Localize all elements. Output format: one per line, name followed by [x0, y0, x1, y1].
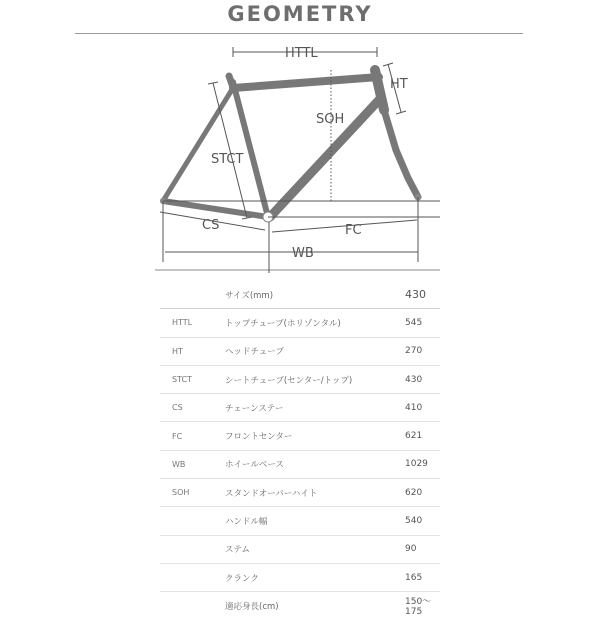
spec-value: 410: [395, 394, 440, 422]
spec-name: スタンドオーバーハイト: [217, 479, 395, 507]
httl-label: HTTL: [285, 46, 318, 61]
spec-row: [160, 394, 440, 422]
spec-row: [160, 479, 440, 507]
spec-name: ステム: [217, 535, 395, 563]
seat-tube: [233, 82, 268, 217]
spec-name: ホイールベース: [217, 450, 395, 478]
chain-stay: [163, 201, 268, 217]
spec-abbr: [160, 535, 217, 563]
frame-geometry-diagram: [0, 0, 600, 280]
bike-frame: [163, 70, 418, 217]
spec-name: トップチューブ(ホリゾンタル): [217, 309, 395, 337]
spec-value: 430: [395, 281, 440, 309]
spec-value: 540: [395, 507, 440, 535]
spec-value: 165: [395, 563, 440, 591]
spec-abbr: [160, 592, 217, 620]
spec-value: 430: [395, 365, 440, 393]
spec-abbr: STCT: [160, 365, 217, 393]
fork: [384, 110, 418, 197]
spec-name: 適応身長(cm): [225, 601, 279, 612]
spec-name: フロントセンター: [217, 422, 395, 450]
wb-label: WB: [292, 246, 314, 261]
spec-row: [160, 337, 440, 365]
spec-abbr: CS: [160, 394, 217, 422]
spec-abbr: FC: [160, 422, 217, 450]
spec-value: 270: [395, 337, 440, 365]
top-tube: [233, 77, 379, 88]
spec-name: ヘッドチューブ: [217, 337, 395, 365]
page-title: GEOMETRY: [227, 2, 373, 26]
geometry-spec-table: [160, 281, 440, 620]
spec-row: [160, 309, 440, 337]
fc-label: FC: [345, 223, 362, 238]
spec-abbr: WB: [160, 450, 217, 478]
spec-row: [160, 450, 440, 478]
spec-name: サイズ(mm): [217, 281, 395, 309]
ht-label: HT: [390, 77, 408, 92]
spec-value: 621: [395, 422, 440, 450]
spec-abbr: HT: [160, 337, 217, 365]
spec-abbr: [160, 507, 217, 535]
spec-name: ハンドル幅: [217, 507, 395, 535]
spec-abbr: HTTL: [160, 309, 217, 337]
spec-row: [160, 507, 440, 535]
spec-row: [160, 592, 440, 620]
soh-label: SOH: [316, 112, 345, 127]
spec-row: [160, 422, 440, 450]
spec-row: [160, 535, 440, 563]
spec-value: 90: [395, 535, 440, 563]
spec-row: [160, 563, 440, 591]
spec-value: 150〜175: [405, 597, 432, 618]
spec-row: [160, 365, 440, 393]
spec-value: 545: [395, 309, 440, 337]
spec-name: クランク: [217, 563, 395, 591]
seat-stay: [163, 88, 233, 201]
spec-value: 1029: [395, 450, 440, 478]
spec-abbr: SOH: [160, 479, 217, 507]
spec-abbr: [160, 563, 217, 591]
spec-name: シートチューブ(センター/トップ): [217, 365, 395, 393]
spec-value: 620: [395, 479, 440, 507]
seat-post: [229, 76, 234, 90]
spec-abbr: [160, 281, 217, 309]
stct-label: STCT: [211, 152, 244, 167]
spec-name: チェーンステー: [217, 394, 395, 422]
spec-row: [160, 281, 440, 309]
cs-label: CS: [202, 218, 220, 233]
